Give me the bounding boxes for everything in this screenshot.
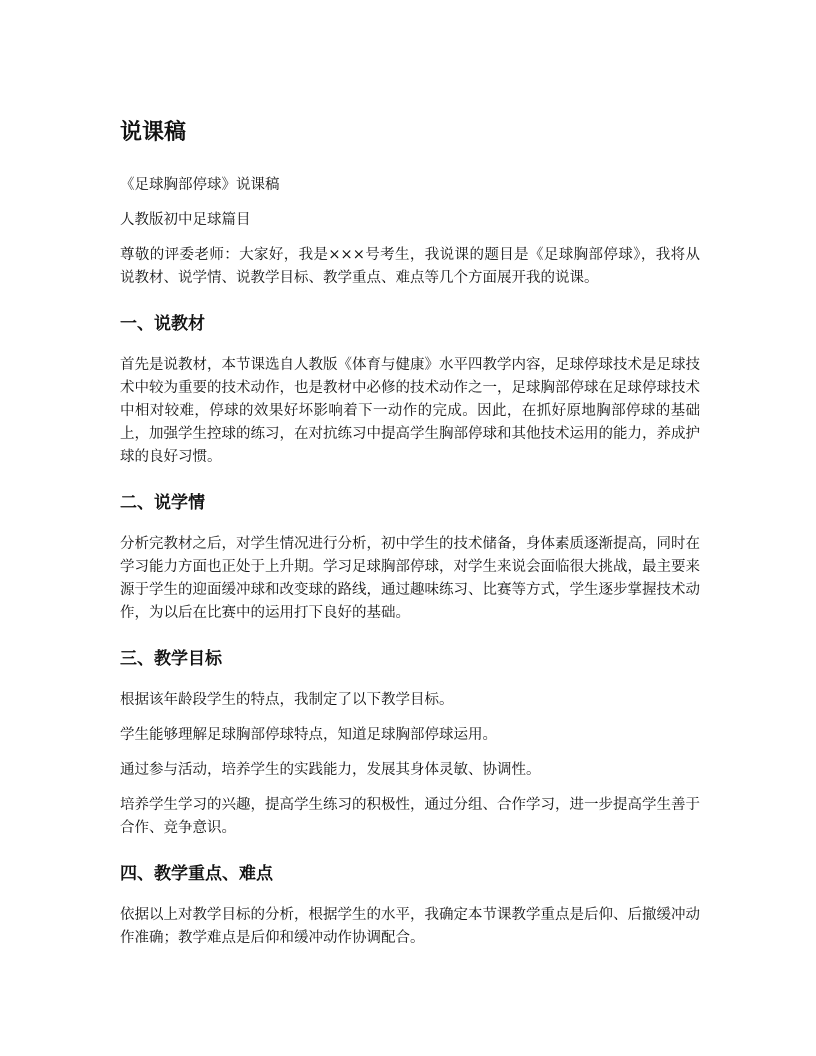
section-paragraph: 培养学生学习的兴趣，提高学生练习的积极性，通过分组、合作学习，进一步提高学生善于合作、竞争意识。 <box>120 797 700 836</box>
subtitle: 《足球胸部停球》说课稿 <box>120 177 280 193</box>
section-paragraph: 分析完教材之后，对学生情况进行分析，初中学生的技术储备，身体素质逐渐提高，同时在学习能力方面也正处于上升期。学习足球胸部停球，对学生来说会面临很大挑战，最主要来源于学生的迎面缓冲球和改变球的路线，通过趣味练习、比赛等方式，学生逐步掌握技术动作，为以后在比赛中的运用打下良好的基础。 <box>120 536 700 621</box>
section-paragraph: 首先是说教材，本节课选自人教版《体育与健康》水平四教学内容，足球停球技术是足球技术中较为重要的技术动作，也是教材中必修的技术动作之一，足球胸部停球在足球停球技术中相对较难，停球的效果好坏影响着下一动作的完成。因此，在抓好原地胸部停球的基础上，加强学生控球的练习，在对抗练习中提高学生胸部停球和其他技术运用的能力，养成护球的良好习惯。 <box>120 357 700 465</box>
document-title: 说课稿 <box>120 120 187 145</box>
section-key-points <box>120 862 700 950</box>
opening-paragraph: 尊敬的评委老师：大家好，我是×××号考生，我说课的题目是《足球胸部停球》，我将从说教材、说学情、说教学目标、教学重点、难点等几个方面展开我的说课。 <box>120 247 700 286</box>
section-paragraph: 学生能够理解足球胸部停球特点，知道足球胸部停球运用。 <box>120 727 497 743</box>
source-line: 人教版初中足球篇目 <box>120 212 251 228</box>
section-paragraph: 通过参与活动，培养学生的实践能力，发展其身体灵敏、协调性。 <box>120 762 541 778</box>
section-textbook <box>120 312 700 469</box>
section-heading: 四、教学重点、难点 <box>120 864 273 884</box>
section-paragraph: 依据以上对教学目标的分析，根据学生的水平，我确定本节课教学重点是后仰、后撤缓冲动作准确；教学难点是后仰和缓冲动作协调配合。 <box>120 907 700 946</box>
section-heading: 二、说学情 <box>120 493 205 513</box>
section-heading: 一、说教材 <box>120 314 205 334</box>
section-paragraph: 根据该年龄段学生的特点，我制定了以下教学目标。 <box>120 692 454 708</box>
section-objectives <box>120 647 700 840</box>
section-heading: 三、教学目标 <box>120 649 222 669</box>
section-students <box>120 491 700 625</box>
document-page <box>120 118 700 962</box>
